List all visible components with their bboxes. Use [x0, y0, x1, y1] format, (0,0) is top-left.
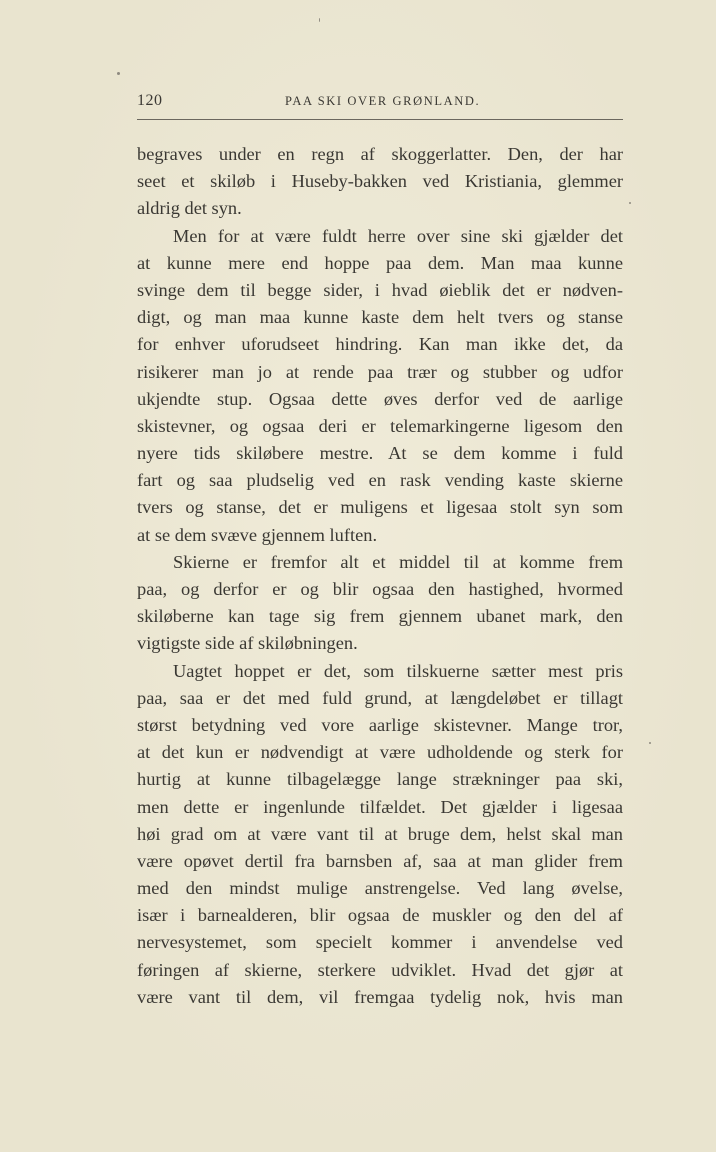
text-line: at kunne mere end hoppe paa dem. Man maa kunne — [137, 252, 623, 273]
text-line: nervesystemet, som specielt kommer i anvendelse ved — [137, 932, 623, 953]
text-line: hurtig at kunne tilbagelægge lange strækninger paa ski, — [137, 769, 623, 790]
text-line: begraves under en regn af skoggerlatter. Den, der har — [137, 144, 623, 164]
text-line: at det kun er nødvendigt at være udholdende og sterk for — [137, 742, 623, 763]
text-line: være vant til dem, vil fremgaa tydelig nok, hvis man — [137, 986, 623, 1007]
text-line: tvers og stanse, det er muligens et ligesaa stolt syn som — [137, 497, 623, 518]
text-line: størst betydning ved vore aarlige skistevner. Mange tror, — [137, 714, 623, 735]
text-line: paa, saa er det med fuld grund, at længdeløbet er tillagt — [137, 687, 623, 708]
paper-speck — [649, 742, 651, 744]
text-line: med den mindst mulige anstrengelse. Ved lang øvelse, — [137, 878, 623, 899]
text-line: skiløberne kan tage sig frem gjennem ubanet mark, den — [137, 606, 623, 627]
body-text — [137, 141, 623, 1011]
text-line: risikerer man jo at rende paa trær og stubber og udfor — [137, 361, 623, 382]
text-line: svinge dem til begge sider, i hvad øieblik det er nødven- — [137, 279, 623, 300]
text-line: være opøvet dertil fra barnsben af, saa at man glider frem — [137, 850, 623, 871]
text-line: for enhver uforudseet hindring. Kan man ikke det, da — [137, 334, 623, 355]
paper-speck — [629, 202, 631, 204]
text-line: fart og saa pludselig ved en rask vending kaste skierne — [137, 470, 623, 491]
paragraph-first-line: Skierne er fremfor alt et middel til at komme frem — [173, 551, 623, 572]
text-line: men dette er ingenlunde tilfældet. Det gjælder i ligesaa — [137, 796, 623, 817]
page-number: 120 — [137, 92, 163, 109]
text-line: vigtigste side af skiløbningen. — [137, 633, 358, 654]
paragraph-first-line: Men for at være fuldt herre over sine ski gjælder det — [173, 225, 623, 246]
text-line: seet et skiløb i Huseby-bakken ved Kristiania, glemmer — [137, 171, 623, 192]
running-title: PAA SKI OVER GRØNLAND. — [285, 94, 481, 108]
paragraph-first-line: Uagtet hoppet er det, som tilskuerne sætter mest pris — [173, 660, 623, 681]
paper-speck — [319, 18, 320, 22]
paper-speck — [117, 72, 120, 75]
text-line: især i barnealderen, blir ogsaa de muskler og den del af — [137, 905, 623, 926]
text-line: aldrig det syn. — [137, 198, 242, 219]
page-header — [137, 92, 623, 118]
text-line: høi grad om at være vant til at bruge dem, helst skal man — [137, 823, 623, 844]
text-line: skistevner, og ogsaa deri er telemarkingerne ligesom den — [137, 415, 623, 436]
text-line: at se dem svæve gjennem luften. — [137, 524, 378, 545]
header-rule — [137, 119, 623, 120]
text-line: paa, og derfor er og blir ogsaa den hastighed, hvormed — [137, 579, 623, 599]
text-line: ukjendte stup. Ogsaa dette øves derfor ved de aarlige — [137, 388, 623, 409]
text-line: føringen af skierne, sterkere udviklet. Hvad det gjør at — [137, 959, 623, 980]
text-line: nyere tids skiløbere mestre. At se dem komme i fuld — [137, 443, 623, 464]
text-line: digt, og man maa kunne kaste dem helt tvers og stanse — [137, 307, 623, 328]
